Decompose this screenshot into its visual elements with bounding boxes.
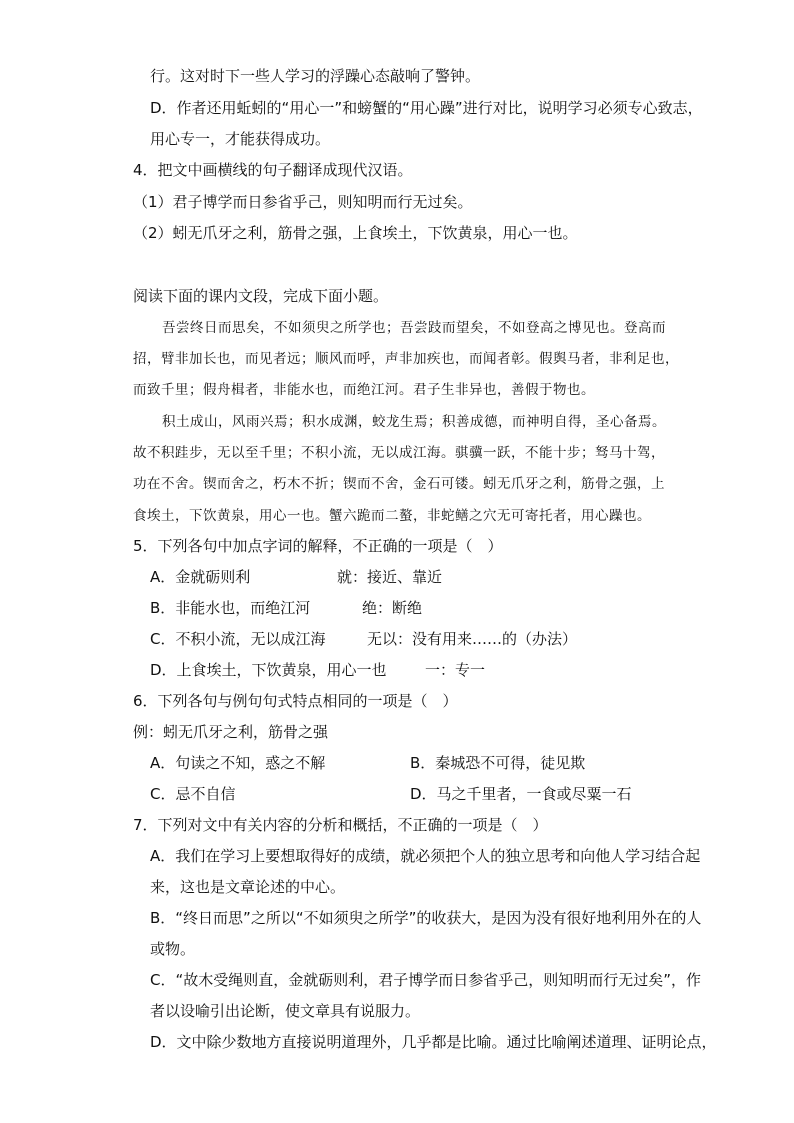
passage-p2-line1: 积土成山，风雨兴焉；积水成渊，蛟龙生焉；积善成德，而神明自得，圣心备焉。 [162, 414, 666, 430]
passage-p1-line3: 而致千里；假舟楫者，非能水也，而绝江河。君子生非异也，善假于物也。 [133, 382, 595, 398]
q4-stem: 4．把文中画横线的句子翻译成现代汉语。 [133, 161, 413, 179]
q5-option-a-explanation: 就：接近、靠近 [337, 568, 443, 586]
q5-option-b-explanation: 绝：断绝 [362, 599, 423, 617]
q6-stem: 6．下列各句与例句句式特点相同的一项是（ ） [133, 692, 458, 710]
q3-option-d: D．作者还用蚯蚓的“用心一”和螃蟹的“用心躁”进行对比，说明学习必须专心致志， [150, 99, 703, 117]
q5-option-a: A．金就砺则利 [150, 568, 251, 586]
q7-option-b-continuation: 或物。 [150, 940, 196, 958]
q6-option-c: C．忌不自信 [150, 785, 236, 803]
passage-p2-line3: 功在不舍。锲而舍之，朽木不折；锲而不舍，金石可镂。蚓无爪牙之利，筋骨之强，上 [133, 476, 665, 492]
q4-item-1: （1）君子博学而日参省乎己，则知明而行无过矣。 [133, 193, 473, 211]
q5-option-d: D．上食埃土，下饮黄泉，用心一也 [150, 661, 387, 679]
q7-option-d: D．文中除少数地方直接说明道理外，几乎都是比喻。通过比喻阐述道理、证明论点， [150, 1033, 717, 1051]
q7-option-a: A．我们在学习上要想取得好的成绩，就必须把个人的独立思考和向他人学习结合起 [150, 847, 701, 865]
q3-option-d-continuation: 用心专一，才能获得成功。 [150, 130, 331, 148]
q3-option-c-continuation: 行。这对时下一些人学习的浮躁心态敲响了警钟。 [150, 67, 481, 85]
q7-stem: 7．下列对文中有关内容的分析和概括，不正确的一项是（ ） [133, 816, 548, 834]
q6-option-a: A．句读之不知，惑之不解 [150, 754, 326, 772]
q7-option-c: C．“故木受绳则直，金就砺则利，君子博学而日参省乎己，则知明而行无过矣”，作 [150, 971, 702, 989]
q5-option-c-explanation: 无以：没有用来……的（办法） [367, 630, 578, 648]
q7-option-c-continuation: 者以设喻引出论断，使文章具有说服力。 [150, 1002, 421, 1020]
q7-option-a-continuation: 来，这也是文章论述的中心。 [150, 878, 346, 896]
q5-option-c: C．不积小流，无以成江海 [150, 630, 326, 648]
passage-p1-line2: 招，臂非加长也，而见者远；顺风而呼，声非加疾也，而闻者彰。假舆马者，非利足也， [133, 351, 679, 367]
q4-item-2: （2）蚓无爪牙之利，筋骨之强，上食埃土，下饮黄泉，用心一也。 [133, 224, 578, 242]
q6-option-d: D．马之千里者，一食或尽粟一石 [410, 785, 632, 803]
passage-p2-line2: 故不积跬步，无以至千里；不积小流，无以成江海。骐骥一跃，不能十步；驽马十驾， [133, 445, 665, 461]
q6-option-b: B．秦城恐不可得，徒见欺 [410, 754, 586, 772]
reading-intro: 阅读下面的课内文段，完成下面小题。 [133, 287, 389, 305]
q5-option-b: B．非能水也，而绝江河 [150, 599, 311, 617]
q6-example: 例：蚓无爪牙之利，筋骨之强 [133, 723, 329, 741]
q7-option-b: B．“终日而思”之所以“不如须臾之所学”的收获大，是因为没有很好地利用外在的人 [150, 909, 702, 927]
passage-p1-line1: 吾尝终日而思矣，不如须臾之所学也；吾尝跂而望矣，不如登高之博见也。登高而 [162, 320, 666, 336]
passage-p2-line4: 食埃土，下饮黄泉，用心一也。蟹六跪而二螯，非蛇鳝之穴无可寄托者，用心躁也。 [133, 508, 651, 524]
q5-stem: 5．下列各句中加点字词的解释，不正确的一项是（ ） [133, 537, 503, 555]
q5-option-d-explanation: 一：专一 [425, 661, 486, 679]
